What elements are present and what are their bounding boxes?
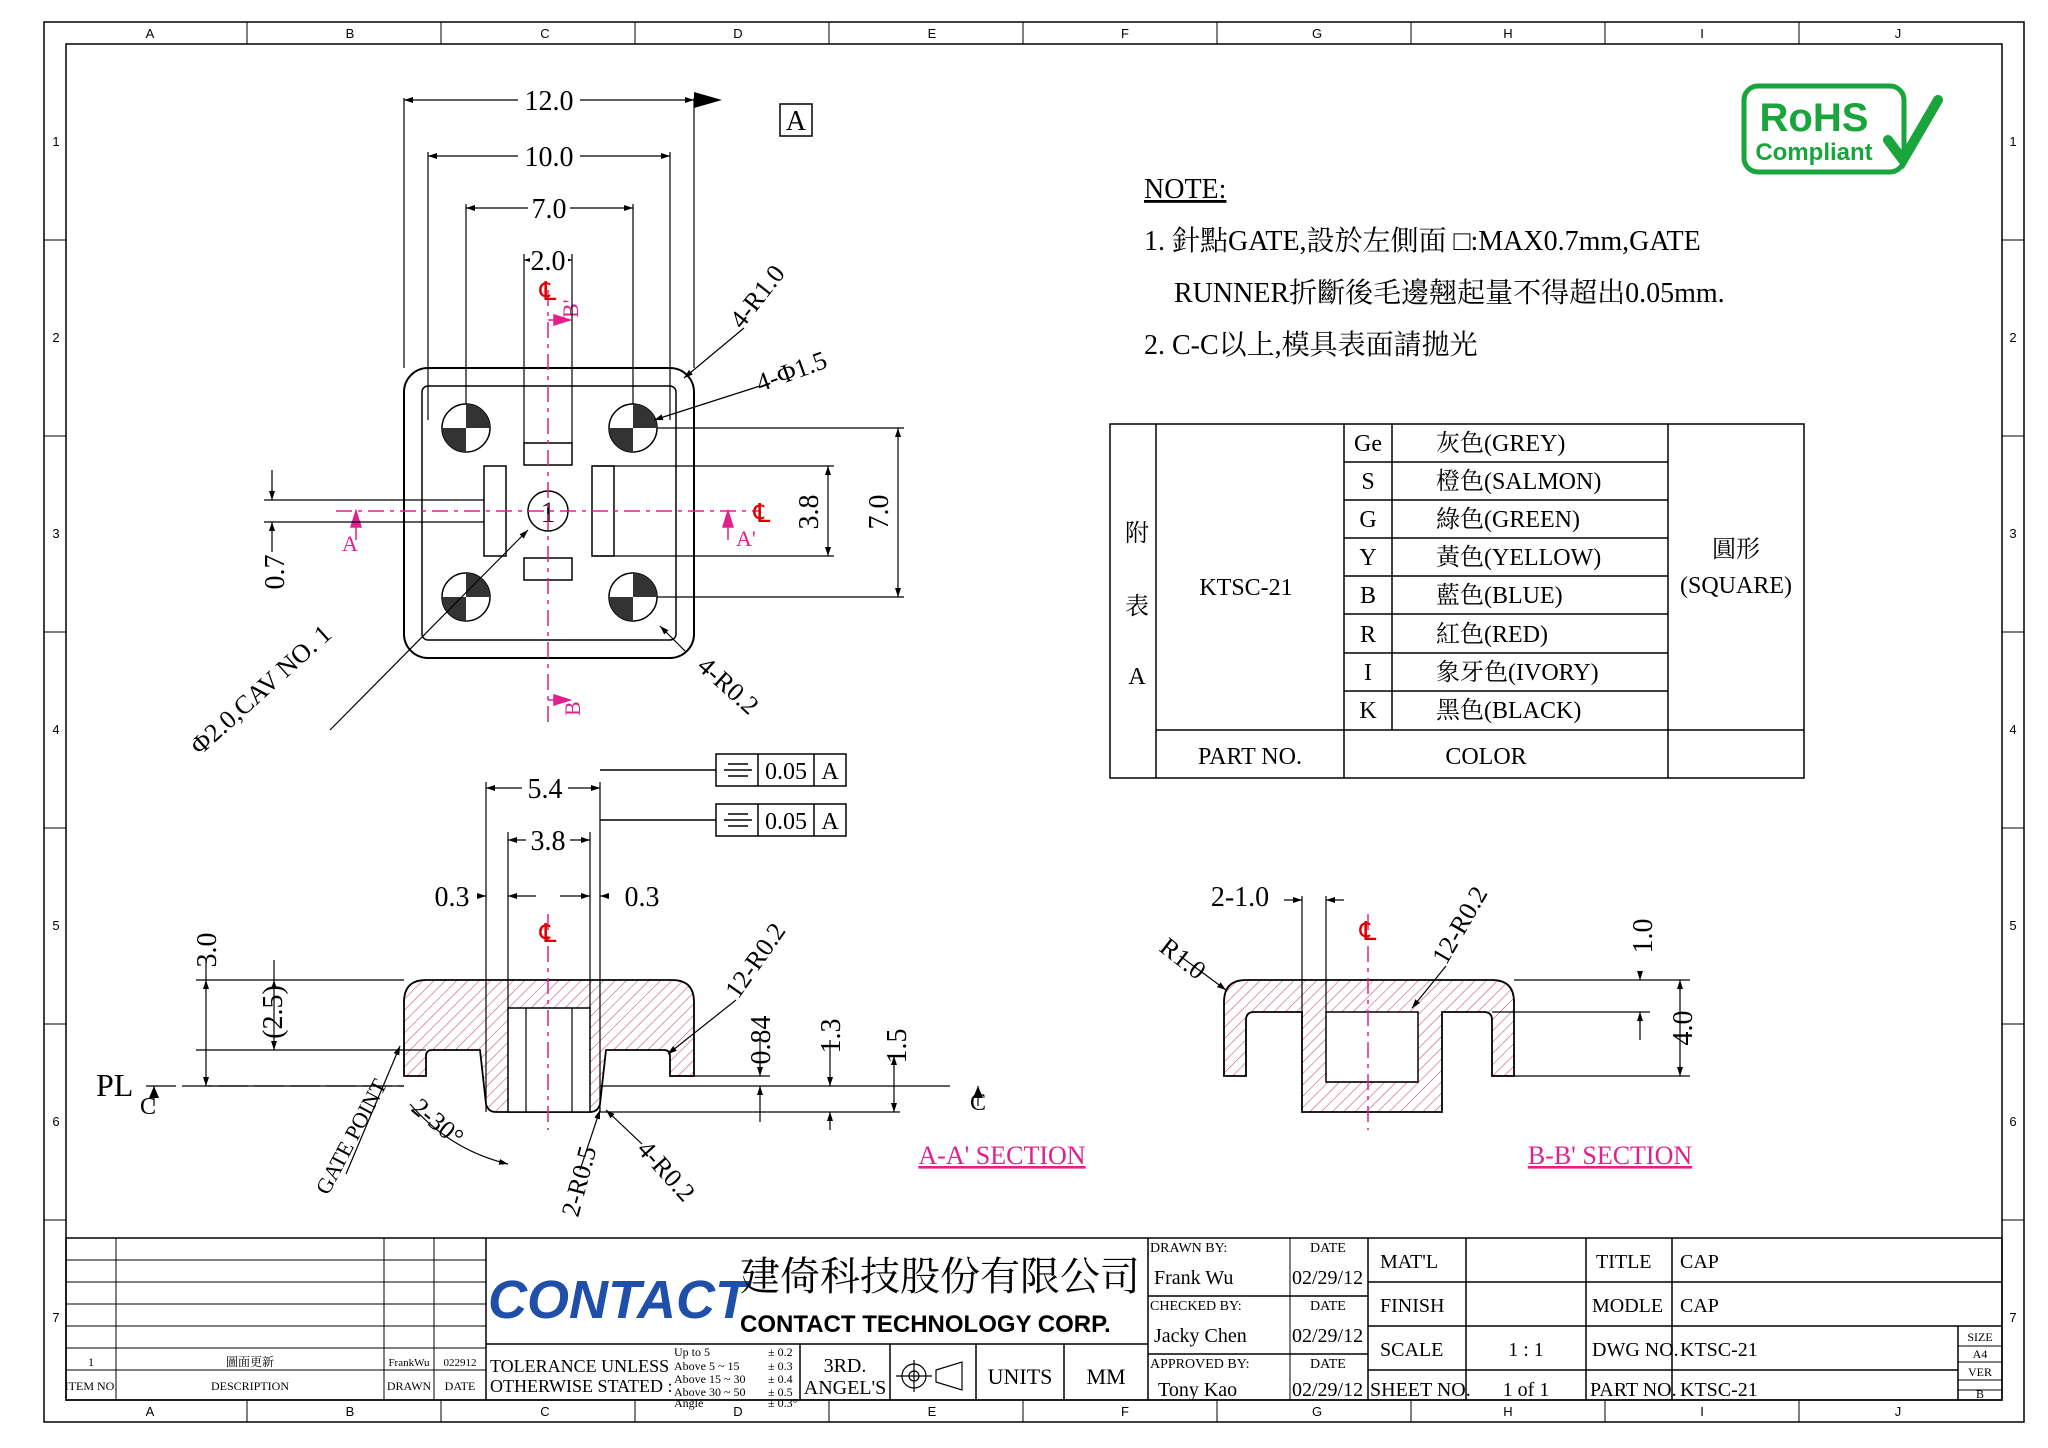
color-table-text (1125, 430, 1792, 770)
rev-description: 圖面更新 (225, 1355, 275, 1369)
units-value: MM (1086, 1364, 1126, 1389)
dim-0-84: 0.84 (746, 1015, 777, 1065)
dim-3-8-section: 3.8 (530, 826, 566, 857)
color-name-yellow: 黃色(YELLOW) (1436, 545, 1602, 571)
note-2: 2. C-C以上,模具表面請拋光 (1144, 330, 1478, 361)
bb-centerline-mark: ℄ (1359, 917, 1377, 946)
size-label: SIZE (1967, 1330, 1993, 1344)
zone-row-6-l: 6 (52, 1114, 60, 1129)
aa-centerline-mark: ℄ (539, 919, 557, 948)
approved-date: 02/29/12 (1292, 1379, 1364, 1401)
sheet-value: 1 of 1 (1502, 1379, 1550, 1401)
code-ge: Ge (1354, 431, 1382, 457)
model-label: MODLE (1592, 1295, 1664, 1317)
flatness-tol-2: 0.05 (765, 809, 807, 835)
dim-1-5: 1.5 (882, 1028, 913, 1064)
tol-range-4: Above 30 ~ 50 (674, 1385, 746, 1399)
zone-row-4-r: 4 (2009, 722, 2017, 737)
note-1b: RUNNER折斷後毛邊翹起量不得超出0.05mm. (1174, 278, 1725, 309)
header-date: DATE (444, 1379, 476, 1393)
drawn-by-label: DRAWN BY: (1150, 1241, 1228, 1256)
header-description: DESCRIPTION (210, 1379, 290, 1393)
hole-4-phi1-5: 4-Φ1.5 (752, 345, 831, 398)
zone-row-3-r: 3 (2009, 526, 2017, 541)
notes-block (1144, 174, 1725, 361)
zone-col-e-top: E (927, 26, 937, 41)
flatness-datum-2: A (821, 809, 839, 835)
color-name-red: 紅色(RED) (1436, 622, 1548, 648)
zone-row-5-r: 5 (2009, 918, 2017, 933)
code-g: G (1359, 507, 1377, 533)
zone-col-d-bot: D (733, 1404, 743, 1419)
dim-3-8: 3.8 (794, 494, 825, 530)
zone-col-a-bot: A (145, 1404, 155, 1419)
notes-heading: NOTE: (1144, 174, 1227, 205)
header-drawn: DRAWN (386, 1379, 432, 1393)
table-footer-part: PART NO. (1198, 744, 1302, 770)
zone-row-7-r: 7 (2009, 1310, 2017, 1325)
dim-2: 2.0 (530, 246, 566, 277)
radius-2-r0-5: 2-R0.5 (555, 1142, 603, 1220)
section-mark-b: B (560, 701, 585, 716)
dim-1-0-bb: 1.0 (1628, 918, 1659, 954)
datum-a: A (785, 106, 807, 137)
approved-date-label: DATE (1310, 1357, 1346, 1372)
color-name-blue: 藍色(BLUE) (1436, 583, 1563, 609)
table-side-3: A (1128, 664, 1146, 690)
ver-label: VER (1968, 1365, 1992, 1379)
header-item-no: ITEM NO. (64, 1379, 118, 1393)
tolerance-line-1: TOLERANCE UNLESS (490, 1356, 670, 1376)
projection-line-2: ANGEL'S (803, 1377, 887, 1399)
code-s: S (1361, 469, 1375, 495)
section-mark-a: A (342, 531, 358, 556)
dim-5-4: 5.4 (527, 774, 563, 805)
zone-col-b-top: B (345, 26, 355, 41)
angle-2-30: 2-30° (406, 1092, 470, 1152)
zone-row-1-l: 1 (52, 134, 60, 149)
dim-3-0: 3.0 (192, 932, 223, 968)
c-label-left: C (140, 1094, 157, 1120)
dim-0-3-left: 0.3 (434, 882, 470, 913)
table-footer-color: COLOR (1445, 744, 1527, 770)
zone-row-2-l: 2 (52, 330, 60, 345)
matl-label: MAT'L (1380, 1251, 1439, 1273)
checked-date-label: DATE (1310, 1299, 1346, 1314)
model-value: CAP (1680, 1295, 1719, 1317)
zone-col-a-top: A (145, 26, 155, 41)
color-name-salmon: 橙色(SALMON) (1436, 469, 1602, 495)
dim-10: 10.0 (524, 142, 574, 173)
part-label: PART NO. (1590, 1379, 1677, 1401)
drawn-by: Frank Wu (1154, 1267, 1234, 1289)
bb-section (1154, 881, 1699, 1170)
dwg-label: DWG NO. (1592, 1339, 1679, 1361)
flatness-tol-1: 0.05 (765, 759, 807, 785)
checked-by: Jacky Chen (1154, 1325, 1247, 1347)
scale-label: SCALE (1380, 1339, 1444, 1361)
zone-col-j-top: J (1894, 26, 1902, 41)
zone-row-5-l: 5 (52, 918, 60, 933)
tol-range-1: Up to 5 (674, 1345, 710, 1359)
tol-val-2: ± 0.3 (768, 1359, 793, 1373)
zone-row-1-r: 1 (2009, 134, 2017, 149)
dwg-value: KTSC-21 (1680, 1339, 1758, 1361)
color-name-grey: 灰色(GREY) (1436, 431, 1566, 457)
zone-col-e-bot: E (927, 1404, 937, 1419)
tol-val-3: ± 0.4 (768, 1372, 793, 1386)
approved-by-label: APPROVED BY: (1150, 1357, 1250, 1372)
zone-row-2-r: 2 (2009, 330, 2017, 345)
company-name-en: CONTACT TECHNOLOGY CORP. (740, 1311, 1111, 1338)
checked-by-label: CHECKED BY: (1150, 1299, 1242, 1314)
outer-frame (44, 22, 2024, 1422)
centerline-mark-h: ℄ (753, 499, 771, 528)
zone-col-f-bot: F (1121, 1404, 1129, 1419)
radius-12-r0-2-bb: 12-R0.2 (1426, 881, 1494, 969)
dim-7: 7.0 (531, 194, 567, 225)
top-view (185, 86, 904, 760)
zone-col-b-bot: B (345, 1404, 355, 1419)
title-value: CAP (1680, 1251, 1719, 1273)
radius-12-r0-2: 12-R0.2 (719, 917, 792, 1004)
bb-section-title: B-B' SECTION (1527, 1141, 1693, 1170)
finish-label: FINISH (1380, 1295, 1445, 1317)
aa-section (96, 754, 1086, 1220)
dim-0-7: 0.7 (260, 554, 291, 590)
ver-value: B (1975, 1387, 1985, 1401)
section-mark-a2: A' (736, 526, 756, 551)
company-name-cn: 建倚科技股份有限公司 (740, 1254, 1140, 1299)
zone-row-6-r: 6 (2009, 1114, 2017, 1129)
zone-col-i-top: I (1700, 26, 1704, 41)
size-value: A4 (1972, 1347, 1988, 1361)
inner-frame (66, 44, 2002, 1400)
tol-range-2: Above 5 ~ 15 (674, 1359, 740, 1373)
code-r: R (1359, 622, 1377, 648)
rev-item-no: 1 (88, 1355, 94, 1369)
table-side-1: 附 (1125, 521, 1149, 547)
dim-0-3-right: 0.3 (624, 882, 660, 913)
zone-col-i-bot: I (1700, 1404, 1704, 1419)
dim-1-3: 1.3 (816, 1018, 847, 1054)
color-name-ivory: 象牙色(IVORY) (1436, 660, 1599, 686)
projection-line-1: 3RD. (823, 1355, 867, 1377)
units-label: UNITS (987, 1364, 1053, 1389)
tolerance-line-2: OTHERWISE STATED : (490, 1376, 673, 1396)
radius-r1-0: R1.0 (1154, 931, 1212, 986)
logo-text: CONTACT (488, 1270, 748, 1330)
approved-by: Tony Kao (1158, 1379, 1238, 1401)
dim-4-0-bb: 4.0 (1668, 1010, 1699, 1046)
radius-4-r1: 4-R1.0 (723, 259, 791, 334)
checked-date: 02/29/12 (1292, 1325, 1364, 1347)
color-name-green: 綠色(GREEN) (1436, 507, 1580, 533)
tol-range-3: Above 15 ~ 30 (674, 1372, 746, 1386)
drawn-date-label: DATE (1310, 1241, 1346, 1256)
tol-val-5: ± 0.3° (768, 1396, 798, 1410)
rev-drawn: FrankWu (388, 1357, 430, 1369)
code-k: K (1359, 698, 1377, 724)
dim-7-0-vertical: 7.0 (864, 494, 895, 530)
section-mark-b2: B' (558, 299, 583, 318)
zone-col-g-bot: G (1311, 1404, 1323, 1419)
part-value: KTSC-21 (1680, 1379, 1758, 1401)
sheet-label: SHEET NO. (1370, 1379, 1471, 1401)
shape-en: (SQUARE) (1680, 573, 1792, 599)
rohs-text: RoHS (1759, 96, 1869, 140)
flatness-datum-1: A (821, 759, 839, 785)
dim-2-5: (2.5) (258, 985, 289, 1039)
zone-col-j-bot: J (1894, 1404, 1902, 1419)
zone-col-h-top: H (1503, 26, 1513, 41)
gate-point-label: GATE POINT (310, 1074, 392, 1199)
zone-col-c-top: C (540, 26, 550, 41)
c-label-right: C (970, 1090, 987, 1116)
cavity-label: Φ2.0,CAV NO. 1 (184, 619, 338, 761)
tol-range-5: Angle (674, 1396, 704, 1410)
zone-row-7-l: 7 (52, 1310, 60, 1325)
dim-2-1-0: 2-1.0 (1210, 882, 1270, 913)
tol-val-4: ± 0.5 (768, 1385, 793, 1399)
rohs-compliant-text: Compliant (1755, 139, 1873, 166)
dim-12: 12.0 (524, 86, 574, 117)
zone-col-f-top: F (1121, 26, 1129, 41)
centerline-mark-v: ℄ (539, 277, 557, 306)
zone-col-d-top: D (733, 26, 743, 41)
zone-row-3-l: 3 (52, 526, 60, 541)
table-part: KTSC-21 (1199, 575, 1293, 601)
scale-value: 1 : 1 (1508, 1339, 1544, 1361)
pl-label: PL (96, 1067, 134, 1103)
radius-4-r0-2-top: 4-R0.2 (691, 650, 765, 721)
shape-cn: 圓形 (1712, 537, 1760, 563)
tol-val-1: ± 0.2 (768, 1345, 793, 1359)
zone-col-c-bot: C (540, 1404, 550, 1419)
zone-col-g-top: G (1311, 26, 1323, 41)
code-i: I (1364, 660, 1372, 686)
code-b: B (1359, 583, 1377, 609)
contact-logo (488, 1270, 752, 1330)
title-label: TITLE (1596, 1251, 1652, 1273)
zone-labels (52, 26, 2016, 1419)
drawn-date: 02/29/12 (1292, 1267, 1364, 1289)
zone-ticks (44, 22, 2024, 1422)
projection-symbol-icon (896, 1360, 962, 1392)
note-1a: 1. 針點GATE,設於左側面 □:MAX0.7mm,GATE (1144, 226, 1701, 257)
code-y: Y (1359, 545, 1377, 571)
zone-row-4-l: 4 (52, 722, 60, 737)
cavity-number: 1 (540, 496, 556, 529)
zone-col-h-bot: H (1503, 1404, 1513, 1419)
color-name-black: 黑色(BLACK) (1436, 698, 1582, 724)
rev-date: 022912 (443, 1357, 477, 1369)
table-side-2: 表 (1125, 594, 1149, 620)
rohs-logo (1744, 86, 1938, 172)
radius-4-r0-2-section: 4-R0.2 (631, 1134, 701, 1208)
aa-section-title: A-A' SECTION (918, 1141, 1086, 1170)
